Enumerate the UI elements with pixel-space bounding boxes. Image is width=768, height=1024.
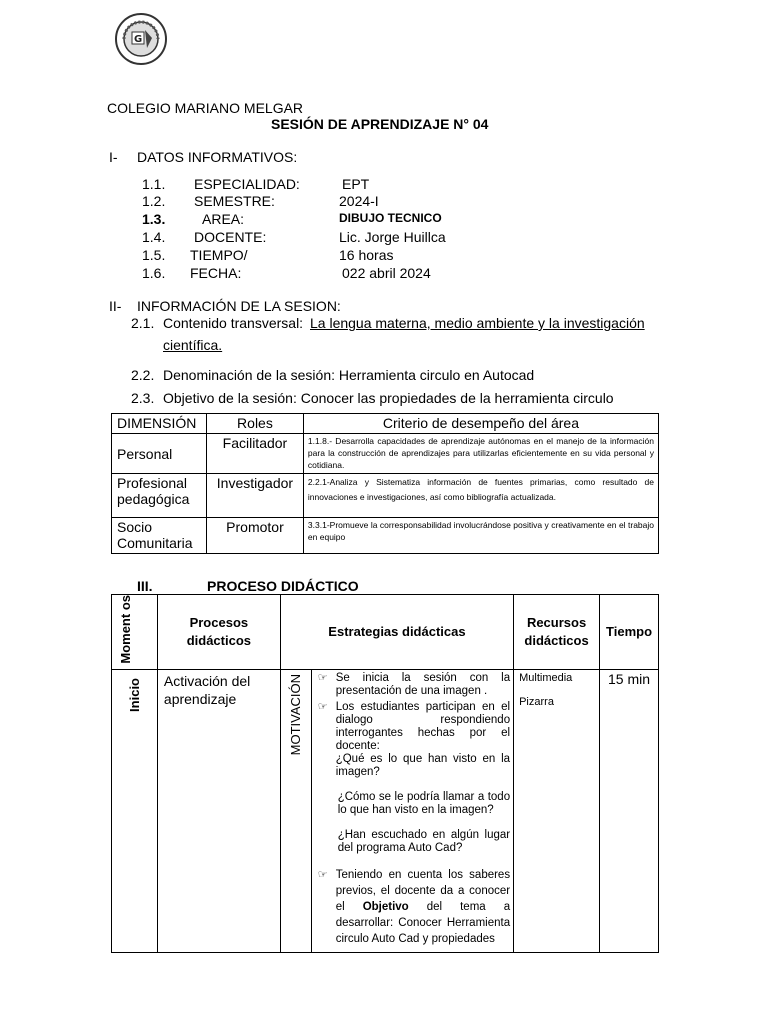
phase-cell bbox=[280, 669, 311, 952]
header-roles: Roles bbox=[206, 414, 303, 434]
resource-item: Multimedia bbox=[519, 671, 573, 684]
process-text: Activación del aprendizaje bbox=[163, 672, 251, 707]
header-resources bbox=[514, 595, 600, 670]
header-time bbox=[600, 595, 659, 670]
session-name: Denominación de la sesión: Herramienta circulo en Autocad bbox=[163, 367, 535, 383]
session-title: SESIÓN DE APRENDIZAJE N° 04 bbox=[271, 116, 489, 132]
school-name: COLEGIO MARIANO MELGAR bbox=[107, 100, 304, 116]
header-processes bbox=[157, 595, 280, 670]
strategies-cell bbox=[311, 669, 513, 952]
section2-number: II- bbox=[109, 298, 122, 314]
section3-title: PROCESO DIDÁCTICO bbox=[207, 578, 359, 594]
header-processes-text: Procesos didácticos bbox=[186, 614, 251, 648]
header-strategies-text: Estrategias didácticas bbox=[328, 623, 466, 639]
section1-number: I- bbox=[109, 149, 118, 165]
transversal-value-cont: científica. bbox=[163, 337, 223, 353]
didactic-process-table bbox=[111, 594, 659, 953]
process-cell bbox=[157, 669, 280, 952]
moment-cell bbox=[112, 669, 158, 952]
item-number: 1.2. bbox=[142, 193, 166, 209]
criterion-cell: 1.1.8.- Desarrolla capacidades de aprendizaje autónomas en el manejo de la información para la construcción de aprendizajes para utilizarlas eficientemente en su vida personal y cotidiana. bbox=[303, 434, 658, 474]
header-resources-text: Recursos didácticos bbox=[524, 614, 589, 648]
role-cell: Investigador bbox=[206, 474, 303, 518]
dimension-cell bbox=[112, 434, 207, 474]
strategy-bold-text: Objetivo bbox=[362, 900, 409, 913]
strategy-text: Los estudiantes participan en el dialogo respondiendo interrogantes hechas por el docente: bbox=[335, 700, 511, 752]
pointing-hand-icon: ☞ bbox=[317, 671, 328, 684]
table-row bbox=[112, 474, 659, 518]
item-number: 1.1. bbox=[142, 176, 166, 192]
resource-item: Pizarra bbox=[519, 695, 554, 708]
item-label: DOCENTE: bbox=[194, 229, 267, 245]
criterion-cell: 3.3.1-Promueve la corresponsabilidad involucrándose positiva y creativamente en el trabajo en equipo bbox=[303, 518, 658, 554]
pointing-hand-icon: ☞ bbox=[317, 868, 328, 881]
item-value: 2024-I bbox=[339, 193, 379, 209]
item-number: 2.1. bbox=[131, 315, 155, 331]
item-number: 2.2. bbox=[131, 367, 155, 383]
header-criterion: Criterio de desempeño del área bbox=[303, 414, 658, 434]
section2-title: INFORMACIÓN DE LA SESION: bbox=[137, 298, 341, 314]
dimension-cell: Socio Comunitaria bbox=[112, 518, 207, 554]
table-header-row bbox=[112, 595, 659, 670]
item-label: ESPECIALIDAD: bbox=[194, 176, 300, 192]
table-row bbox=[112, 434, 659, 474]
resources-cell bbox=[514, 669, 600, 952]
transversal-value: La lengua materna, medio ambiente y la investigación bbox=[310, 315, 645, 331]
header-moments bbox=[112, 595, 158, 670]
table-row bbox=[112, 518, 659, 554]
item-number: 1.5. bbox=[142, 247, 166, 263]
dimension-cell: Profesional pedagógica bbox=[112, 474, 207, 518]
dimension-text: Personal bbox=[117, 445, 173, 462]
moment-text: Inicio bbox=[126, 677, 142, 712]
phase-text: MOTIVACIÓN bbox=[288, 673, 304, 755]
role-cell: Promotor bbox=[206, 518, 303, 554]
item-label: AREA: bbox=[202, 211, 245, 227]
section1-title: DATOS INFORMATIVOS: bbox=[137, 149, 298, 165]
performance-table bbox=[111, 413, 659, 554]
item-number: 1.6. bbox=[142, 265, 166, 281]
item-number: 1.3. bbox=[142, 211, 166, 227]
strategies-list bbox=[312, 670, 513, 947]
list-item bbox=[318, 867, 510, 947]
strategy-text: del tema a desarrollar: Conocer Herramienta circulo Auto Cad y propiedades bbox=[335, 900, 511, 945]
header-strategies bbox=[280, 595, 513, 670]
table-header-row bbox=[112, 414, 659, 434]
pointing-hand-icon: ☞ bbox=[317, 700, 328, 713]
school-seal-icon bbox=[114, 12, 168, 66]
session-objective: Objetivo de la sesión: Conocer las propiedades de la herramienta circulo bbox=[163, 390, 614, 406]
list-item bbox=[318, 753, 510, 855]
strategy-text: Se inicia la sesión con la presentación de una imagen . bbox=[335, 671, 511, 697]
header-time-text: Tiempo bbox=[606, 623, 653, 639]
item-label: SEMESTRE: bbox=[194, 193, 275, 209]
list-item bbox=[318, 672, 510, 698]
item-value: 16 horas bbox=[339, 247, 394, 263]
question-text: ¿Qué es lo que han visto en la imagen? bbox=[335, 752, 511, 778]
strategy-text: Teniendo en cuenta los saberes previos, el docente da a conocer el bbox=[335, 868, 511, 913]
time-cell bbox=[600, 669, 659, 952]
item-number: 2.3. bbox=[131, 390, 155, 406]
table-row bbox=[112, 669, 659, 952]
item-label: FECHA: bbox=[190, 265, 242, 281]
criterion-cell: 2.2.1-Analiza y Sistematiza información de fuentes primarias, como resultado de innovaciones e investigaciones, así como bibliografía actualizada. bbox=[303, 474, 658, 518]
svg-text:G: G bbox=[134, 34, 143, 45]
item-value: Lic. Jorge Huillca bbox=[339, 229, 446, 245]
item-value: 022 abril 2024 bbox=[342, 265, 431, 281]
section3-number: III. bbox=[137, 578, 153, 594]
time-text: 15 min bbox=[608, 670, 651, 687]
role-cell: Facilitador bbox=[206, 434, 303, 474]
header-moments-text: Moment os bbox=[118, 595, 134, 664]
item-value: DIBUJO TECNICO bbox=[339, 211, 442, 225]
item-label: TIEMPO/ bbox=[190, 247, 248, 263]
list-item bbox=[318, 701, 510, 753]
item-value: EPT bbox=[342, 176, 370, 192]
question-text: ¿Cómo se le podría llamar a todo lo que han visto en la imagen? bbox=[337, 790, 511, 816]
transversal-label: Contenido transversal: bbox=[163, 315, 304, 331]
item-number: 1.4. bbox=[142, 229, 166, 245]
header-dimension: DIMENSIÓN bbox=[112, 414, 207, 434]
question-text: ¿Han escuchado en algún lugar del programa Auto Cad? bbox=[337, 828, 511, 854]
